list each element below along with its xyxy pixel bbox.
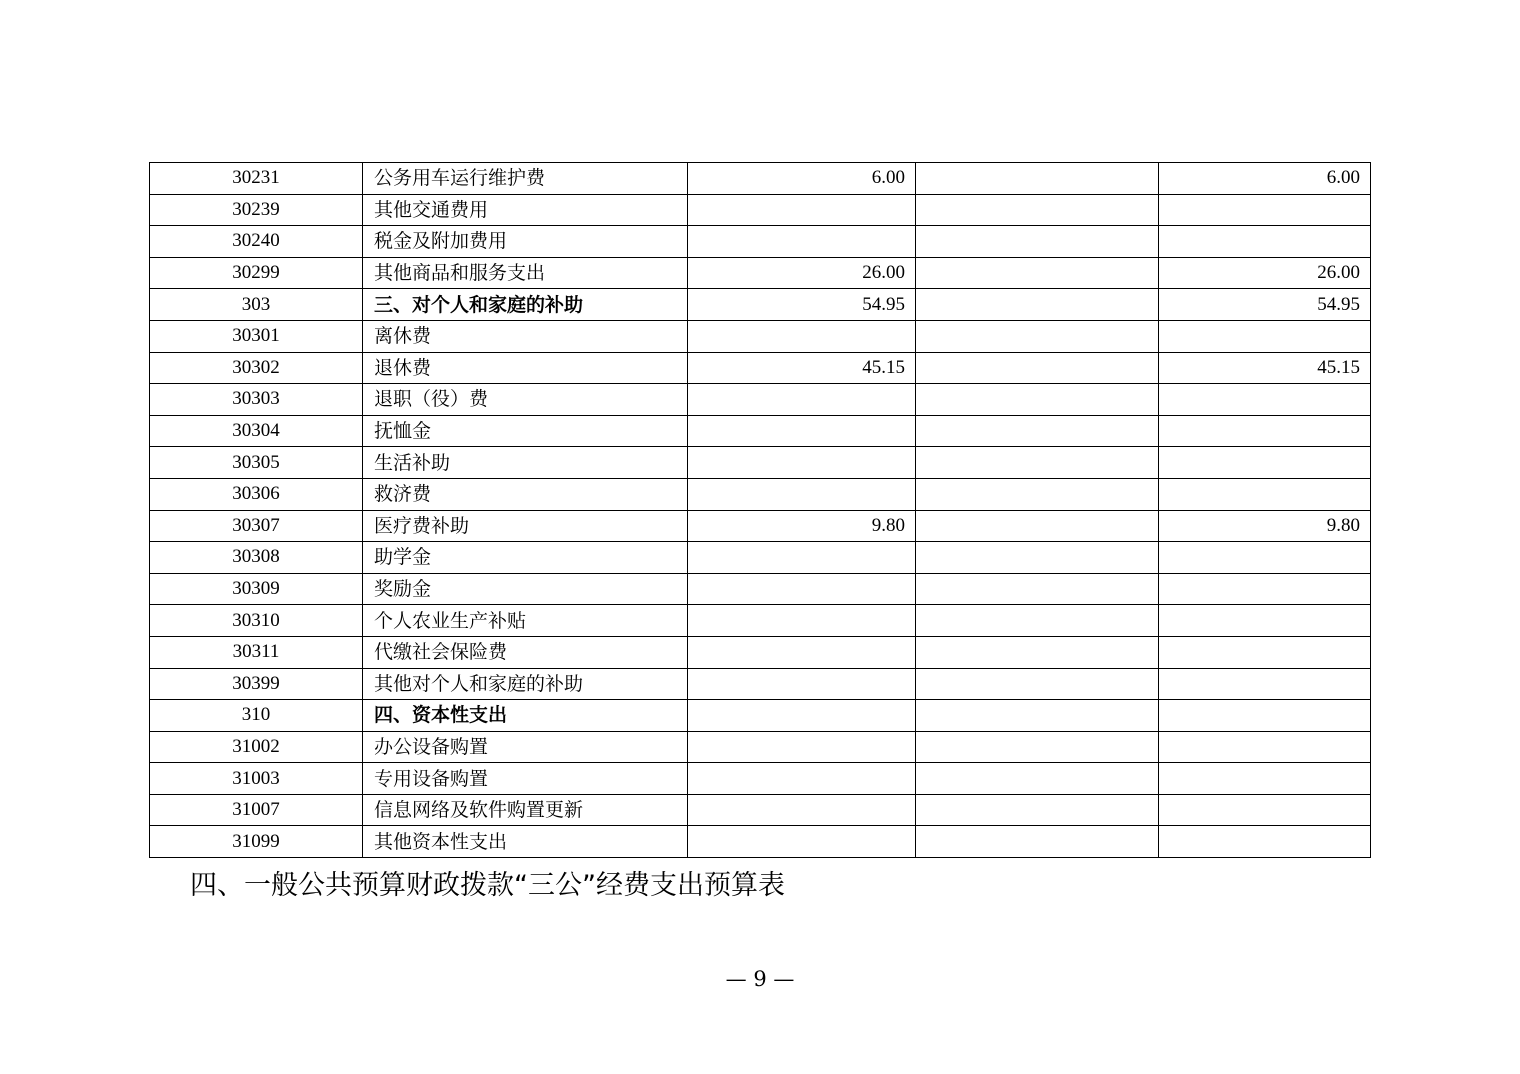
amount-cell xyxy=(688,636,916,668)
account-code-cell: 30399 xyxy=(150,668,363,700)
amount-cell xyxy=(688,700,916,732)
account-name-cell: 信息网络及软件购置更新 xyxy=(363,794,688,826)
account-name-cell: 四、资本性支出 xyxy=(363,700,688,732)
account-name-cell: 代缴社会保险费 xyxy=(363,636,688,668)
table-row xyxy=(150,542,1371,574)
table-row xyxy=(150,826,1371,858)
table-row xyxy=(150,194,1371,226)
amount-cell xyxy=(916,731,1159,763)
account-name-cell: 办公设备购置 xyxy=(363,731,688,763)
amount-cell xyxy=(688,384,916,416)
table-row xyxy=(150,668,1371,700)
table-row xyxy=(150,320,1371,352)
account-code-cell: 31002 xyxy=(150,731,363,763)
amount-cell xyxy=(916,826,1159,858)
table-body xyxy=(150,163,1371,858)
amount-cell xyxy=(1159,605,1371,637)
amount-cell xyxy=(1159,320,1371,352)
account-name-cell: 奖励金 xyxy=(363,573,688,605)
amount-cell: 26.00 xyxy=(688,257,916,289)
table-row xyxy=(150,163,1371,195)
table-row xyxy=(150,384,1371,416)
account-code-cell: 30299 xyxy=(150,257,363,289)
amount-cell: 45.15 xyxy=(688,352,916,384)
account-code-cell: 30304 xyxy=(150,415,363,447)
amount-cell xyxy=(688,763,916,795)
amount-cell xyxy=(916,636,1159,668)
amount-cell xyxy=(1159,636,1371,668)
account-code-cell: 30309 xyxy=(150,573,363,605)
amount-cell xyxy=(1159,794,1371,826)
amount-cell xyxy=(916,573,1159,605)
section-title: 四、一般公共预算财政拨款“三公”经费支出预算表 xyxy=(190,870,785,901)
amount-cell xyxy=(916,289,1159,321)
amount-cell xyxy=(688,447,916,479)
amount-cell xyxy=(688,794,916,826)
amount-cell xyxy=(916,226,1159,258)
amount-cell xyxy=(688,605,916,637)
table-row xyxy=(150,226,1371,258)
account-name-cell: 专用设备购置 xyxy=(363,763,688,795)
account-name-cell: 个人农业生产补贴 xyxy=(363,605,688,637)
table-row xyxy=(150,352,1371,384)
amount-cell xyxy=(1159,731,1371,763)
amount-cell: 6.00 xyxy=(688,163,916,195)
account-code-cell: 30301 xyxy=(150,320,363,352)
account-name-cell: 其他商品和服务支出 xyxy=(363,257,688,289)
amount-cell: 54.95 xyxy=(1159,289,1371,321)
table-row xyxy=(150,763,1371,795)
amount-cell xyxy=(1159,826,1371,858)
table-row xyxy=(150,257,1371,289)
amount-cell xyxy=(688,478,916,510)
amount-cell xyxy=(1159,700,1371,732)
amount-cell: 54.95 xyxy=(688,289,916,321)
amount-cell xyxy=(688,415,916,447)
amount-cell xyxy=(916,542,1159,574)
table-row xyxy=(150,794,1371,826)
amount-cell xyxy=(916,257,1159,289)
table-row xyxy=(150,731,1371,763)
account-code-cell: 30306 xyxy=(150,478,363,510)
amount-cell xyxy=(916,194,1159,226)
amount-cell: 26.00 xyxy=(1159,257,1371,289)
table-row xyxy=(150,447,1371,479)
amount-cell xyxy=(916,415,1159,447)
amount-cell xyxy=(1159,415,1371,447)
amount-cell xyxy=(916,510,1159,542)
amount-cell xyxy=(916,478,1159,510)
amount-cell: 45.15 xyxy=(1159,352,1371,384)
account-code-cell: 30311 xyxy=(150,636,363,668)
amount-cell xyxy=(688,573,916,605)
account-name-cell: 离休费 xyxy=(363,320,688,352)
account-name-cell: 抚恤金 xyxy=(363,415,688,447)
amount-cell xyxy=(688,826,916,858)
amount-cell xyxy=(916,668,1159,700)
amount-cell xyxy=(1159,384,1371,416)
account-name-cell: 三、对个人和家庭的补助 xyxy=(363,289,688,321)
account-code-cell: 30231 xyxy=(150,163,363,195)
amount-cell xyxy=(688,320,916,352)
table-row xyxy=(150,636,1371,668)
amount-cell xyxy=(916,352,1159,384)
table-row xyxy=(150,415,1371,447)
amount-cell xyxy=(1159,668,1371,700)
amount-cell xyxy=(688,226,916,258)
account-name-cell: 医疗费补助 xyxy=(363,510,688,542)
amount-cell xyxy=(916,447,1159,479)
account-code-cell: 31099 xyxy=(150,826,363,858)
amount-cell xyxy=(916,320,1159,352)
page-number: — 9 — xyxy=(725,967,795,991)
account-name-cell: 救济费 xyxy=(363,478,688,510)
amount-cell: 9.80 xyxy=(1159,510,1371,542)
amount-cell xyxy=(916,794,1159,826)
table-row xyxy=(150,700,1371,732)
account-code-cell: 30239 xyxy=(150,194,363,226)
amount-cell xyxy=(916,384,1159,416)
amount-cell xyxy=(688,542,916,574)
account-code-cell: 30307 xyxy=(150,510,363,542)
account-code-cell: 30308 xyxy=(150,542,363,574)
account-code-cell: 31003 xyxy=(150,763,363,795)
amount-cell xyxy=(1159,226,1371,258)
account-name-cell: 其他交通费用 xyxy=(363,194,688,226)
amount-cell xyxy=(688,668,916,700)
account-code-cell: 303 xyxy=(150,289,363,321)
account-name-cell: 退职（役）费 xyxy=(363,384,688,416)
amount-cell xyxy=(1159,542,1371,574)
amount-cell: 9.80 xyxy=(688,510,916,542)
account-code-cell: 30302 xyxy=(150,352,363,384)
amount-cell xyxy=(1159,573,1371,605)
table-row xyxy=(150,510,1371,542)
amount-cell xyxy=(916,605,1159,637)
amount-cell xyxy=(916,763,1159,795)
budget-table xyxy=(149,162,1371,858)
account-name-cell: 其他对个人和家庭的补助 xyxy=(363,668,688,700)
account-name-cell: 税金及附加费用 xyxy=(363,226,688,258)
account-code-cell: 310 xyxy=(150,700,363,732)
account-name-cell: 其他资本性支出 xyxy=(363,826,688,858)
account-code-cell: 30303 xyxy=(150,384,363,416)
account-name-cell: 公务用车运行维护费 xyxy=(363,163,688,195)
account-name-cell: 助学金 xyxy=(363,542,688,574)
table-row xyxy=(150,289,1371,321)
account-code-cell: 31007 xyxy=(150,794,363,826)
amount-cell xyxy=(1159,478,1371,510)
table-row xyxy=(150,605,1371,637)
amount-cell xyxy=(916,700,1159,732)
amount-cell xyxy=(688,194,916,226)
amount-cell xyxy=(916,163,1159,195)
amount-cell xyxy=(688,731,916,763)
account-code-cell: 30310 xyxy=(150,605,363,637)
amount-cell: 6.00 xyxy=(1159,163,1371,195)
account-name-cell: 退休费 xyxy=(363,352,688,384)
amount-cell xyxy=(1159,447,1371,479)
account-name-cell: 生活补助 xyxy=(363,447,688,479)
table-row xyxy=(150,573,1371,605)
account-code-cell: 30240 xyxy=(150,226,363,258)
table-row xyxy=(150,478,1371,510)
amount-cell xyxy=(1159,763,1371,795)
amount-cell xyxy=(1159,194,1371,226)
account-code-cell: 30305 xyxy=(150,447,363,479)
